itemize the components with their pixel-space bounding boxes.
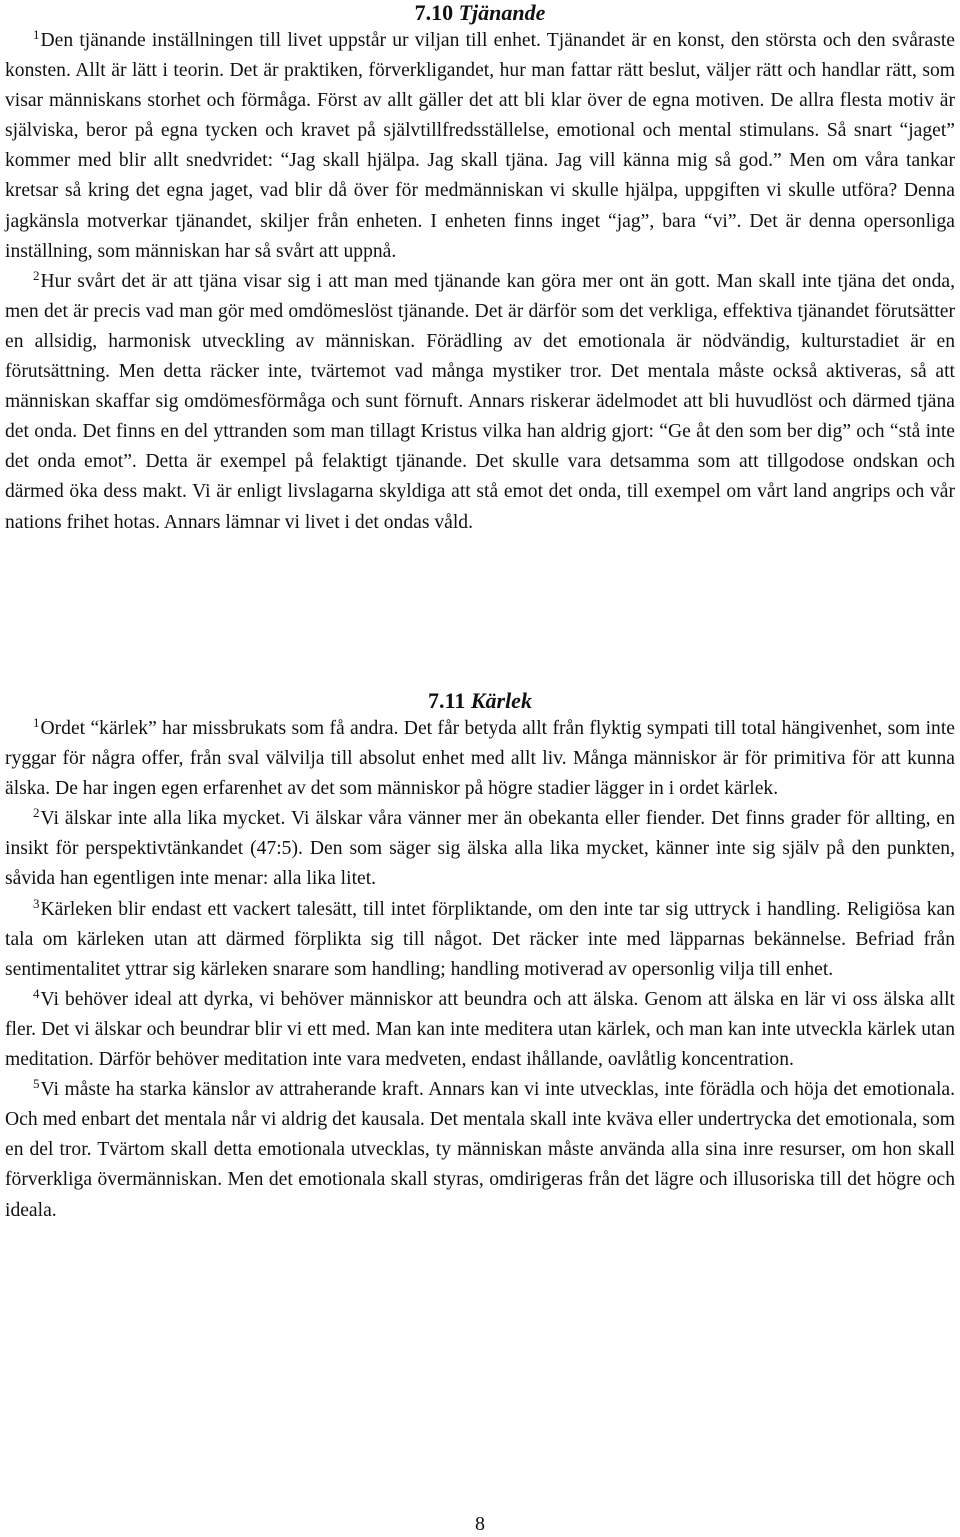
paragraph-text: Vi behöver ideal att dyrka, vi behöver människor att beundra och att älska. Genom att älska en lär vi oss älska allt fler. Det vi älskar och beundrar blir vi ett med. Man kan inte meditera utan kärlek, och man kan inte utveckla kärlek utan meditation. Därför behöver meditation inte vara medveten, endast ihållande, oavlåtlig koncentration.: [5, 988, 955, 1071]
paragraph-text: Vi måste ha starka känslor av attraherande kraft. Annars kan vi inte utvecklas, inte förädla och höja det emotionala. Och med enbart det mentala når vi aldrig det kausala. Det mentala skall inte kväva eller undertrycka det emotionala, som en del tror. Tvärtom skall detta emotionala utvecklas, ty människan måste använda alla sina inre resurser, om hon skall förverkliga övermänniskan. Men det emotionala skall styras, omdirigeras från det lägre och illusoriska till det högre och ideala.: [5, 1079, 955, 1221]
section-number: 7.10: [414, 0, 454, 25]
paragraph: [5, 1075, 955, 1225]
paragraph-text: Kärleken blir endast ett vackert talesätt, till intet förpliktande, om den inte tar sig uttryck i handling. Religiösa kan tala om kärleken utan att därmed förplikta sig till något. Det räcker inte med läpparnas bekännelse. Befriad från sentimentalitet yttrar sig kärleken snarare som handling; handling motiverad av opersonlig vilja till enhet.: [5, 898, 955, 980]
paragraph: [5, 895, 955, 985]
paragraph-number: 5: [33, 1076, 40, 1092]
section-tjanande: [0, 0, 960, 538]
paragraph: [5, 985, 955, 1075]
paragraph: [5, 804, 955, 894]
section-heading: [0, 688, 960, 714]
paragraph-text: Den tjänande inställningen till livet uppstår ur viljan till enhet. Tjänandet är en konst, den största och den svåraste konsten. Allt är lätt i teorin. Det är praktiken, förverkligandet, hur man fattar rätt beslut, väljer rätt och handlar rätt, som visar människans storhet och förmåga. Först av allt gäller det att bli klar över de egna motiven. De allra flesta motiv är själviska, beror på egna tycken och kravet på självtillfredsställelse, emotional och mental stimulans. Så snart “jaget” kommer med blir allt snedvridet: “Jag skall hjälpa. Jag skall tjäna. Jag vill känna mig så god.” Men om våra tankar kretsar så kring det egna jaget, vad blir då över för medmänniskan vi skulle hjälpa, uppgiften vi skulle utföra? Denna jagkänsla motverkar tjänandet, skiljer från enheten. I enheten finns inget “jag”, bara “vi”. Det är denna opersonliga inställning, som människan har så svårt att uppnå.: [5, 30, 955, 262]
section-body: [0, 26, 960, 538]
paragraph: [5, 714, 955, 804]
paragraph-number: 1: [33, 715, 40, 730]
paragraph: [5, 267, 955, 538]
paragraph-number: 2: [33, 805, 40, 821]
paragraph-number: 3: [33, 895, 40, 911]
section-number: 7.11: [428, 688, 466, 713]
section-title-text: Tjänande: [458, 0, 546, 25]
paragraph-number: 2: [33, 267, 40, 283]
section-title-text: Kärlek: [470, 688, 532, 713]
section-karlek: [0, 688, 960, 1226]
paragraph-text: Ordet “kärlek” har missbrukats som få andra. Det får betyda allt från flyktig sympati till total hängivenhet, som inte ryggar för några offer, från sval välvilja till absolut enhet med allt liv. Många människor är för primitiva för att kunna älska. De har ingen egen erfarenhet av det som människor på högre stadier lägger in i ordet kärlek.: [5, 718, 955, 800]
paragraph-number: 4: [33, 985, 40, 1001]
section-heading: [0, 0, 960, 26]
page-number: 8: [475, 1513, 485, 1535]
paragraph: [5, 26, 955, 267]
paragraph-number: 1: [33, 27, 40, 42]
section-body: [0, 714, 960, 1226]
paragraph-text: Vi älskar inte alla lika mycket. Vi älskar våra vänner mer än obekanta eller fiender. Det finns grader för allting, en insikt för perspektivtänkandet (47:5). Den som säger sig älska alla lika mycket, känner inte sig själv på den punkten, såvida han egentligen inte menar: alla lika litet.: [5, 808, 955, 890]
paragraph-text: Hur svårt det är att tjäna visar sig i att man med tjänande kan göra mer ont än gott. Man skall inte tjäna det onda, men det är precis vad man gör med omdömeslöst tjänande. Det är därför som det verkliga, effektiva tjänandet förutsätter en allsidig, harmonisk utveckling av människan. Förädling av det emotionala är nödvändig, kulturstadiet är en förutsättning. Men detta räcker inte, tvärtemot vad många mystiker tror. Det mentala måste också aktiveras, så att människan skaffar sig omdömesförmåga och sunt förnuft. Annars riskerar ädelmodet att bli huvudlöst och därmed tjäna det onda. Det finns en del yttranden som man tillagt Kristus vilka han aldrig gjort: “Ge åt den som ber dig” och “stå inte det onda emot”. Detta är exempel på felaktigt tjänande. Det skulle vara detsamma som att tillgodose ondskan och därmed öka dess makt. Vi är enligt livslagarna skyldiga att stå emot det onda, till exempel om vårt land angrips och vår nations frihet hotas. Annars lämnar vi livet i det ondas våld.: [5, 270, 955, 533]
